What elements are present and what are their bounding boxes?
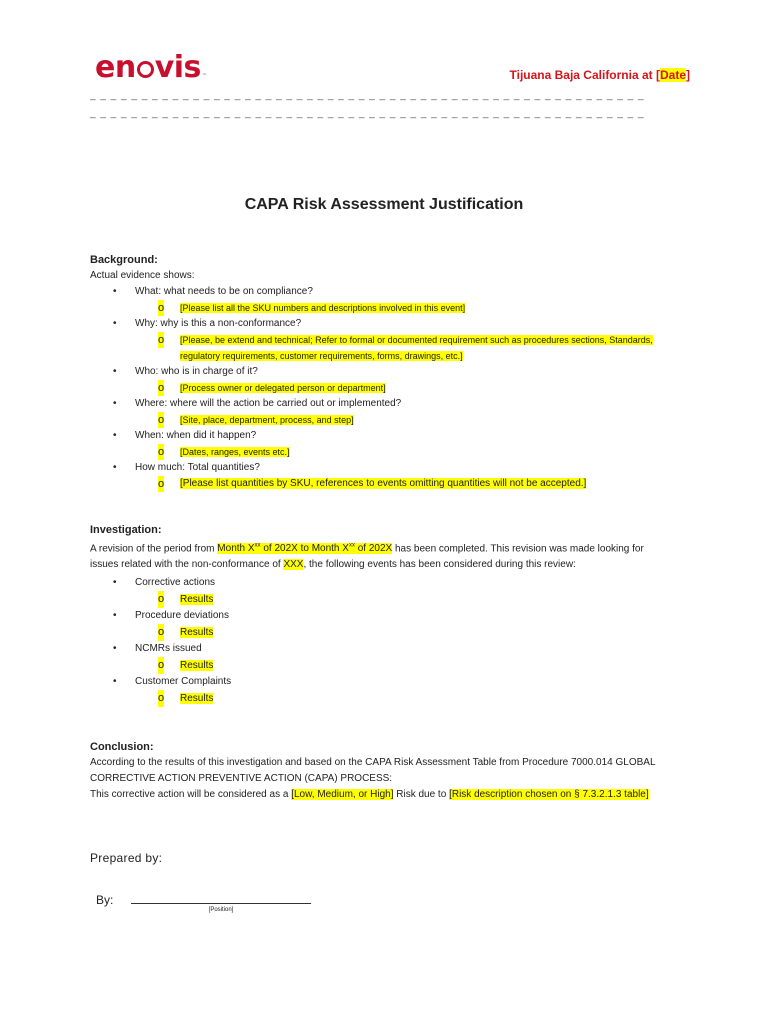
header-divider-1: _ _ _ _ _ _ _ _ _ _ _ _ _ _ _ _ _ _ _ _ _ _ _ _ _ _ _ _ _ _ _ _ _ _ _ _ _ _ _ _ _ _ _ _ _ _ _ _ _ _ _ _ _ _: [90, 90, 645, 101]
list-item-label: What: what needs to be on compliance?: [135, 286, 313, 297]
bullet-icon: •: [113, 430, 117, 441]
sub-list-item-continued: [90, 348, 680, 364]
list-item: [90, 364, 680, 380]
sub-list-item: [90, 300, 680, 316]
investigation-paragraph-line-2: [90, 557, 680, 573]
text-run: A revision of the period from: [90, 543, 218, 555]
header-location: Tijuana Baja California at [: [509, 68, 660, 82]
sub-list-item: [90, 444, 680, 460]
conclusion-line-3: [90, 787, 680, 803]
logo-trademark: ™: [201, 73, 207, 79]
superscript: xx: [254, 543, 261, 549]
logo-text-suffix: vis: [154, 50, 201, 85]
list-item: [90, 284, 680, 300]
bullet-icon: •: [113, 318, 117, 329]
list-item-label: How much: Total quantities?: [135, 462, 260, 473]
logo-o-ring-icon: [137, 61, 154, 78]
bullet-icon: •: [113, 643, 117, 655]
text-run: has been completed. This revision was made looking for: [392, 543, 644, 555]
header-divider-2: _ _ _ _ _ _ _ _ _ _ _ _ _ _ _ _ _ _ _ _ _ _ _ _ _ _ _ _ _ _ _ _ _ _ _ _ _ _ _ _ _ _ _ _ _ _ _ _ _ _ _ _ _ _: [90, 108, 645, 119]
enovis-logo: [95, 50, 206, 85]
sub-list-item: [90, 380, 680, 396]
sub-list-item: [90, 657, 680, 674]
sub-bullet-icon: o: [158, 591, 164, 608]
background-heading: Background:: [90, 254, 158, 266]
list-item: [90, 674, 680, 690]
conclusion-line-1: According to the results of this investigation and based on the CAPA Risk Assessment Table from Procedure 7000.014 GLOBAL: [90, 757, 656, 769]
placeholder-text: [Site, place, department, process, and step]: [180, 415, 354, 425]
text-run: of 202X to Month X: [260, 543, 349, 555]
superscript: xx: [348, 543, 355, 549]
bullet-icon: •: [113, 577, 117, 589]
signature-line: [131, 903, 311, 904]
list-item: [90, 641, 680, 657]
placeholder-text: regulatory requirements, customer requirements, forms, drawings, etc.]: [180, 351, 463, 361]
prepared-by-label: Prepared by:: [90, 851, 163, 865]
sub-bullet-icon: o: [158, 382, 165, 394]
placeholder-text: [Please list quantities by SKU, references to events omitting quantities will not be accepted.]: [180, 478, 587, 489]
list-item-label: Corrective actions: [135, 577, 216, 589]
results-placeholder: Results: [180, 627, 214, 639]
placeholder-text: [Please list all the SKU numbers and descriptions involved in this event]: [180, 303, 466, 313]
placeholder-text: [Process owner or delegated person or department]: [180, 383, 386, 393]
document-body: [90, 252, 680, 803]
bullet-icon: •: [113, 366, 117, 377]
period-placeholder: [217, 543, 392, 554]
sub-bullet-icon: o: [158, 414, 165, 426]
text-run: This corrective action will be considered as a: [90, 789, 292, 801]
results-placeholder: Results: [180, 693, 214, 705]
by-label: By:: [96, 893, 114, 907]
text-run: issues related with the non-conformance of: [90, 559, 284, 571]
sub-list-item: [90, 690, 680, 707]
sub-bullet-icon: o: [158, 690, 164, 707]
text-run: Risk due to: [393, 789, 450, 801]
list-item: [90, 428, 680, 444]
sub-bullet-icon: o: [158, 657, 164, 674]
sub-list-item: [90, 624, 680, 641]
bullet-icon: •: [113, 610, 117, 622]
list-item-label: Where: where will the action be carried out or implemented?: [135, 398, 402, 409]
risk-description-placeholder: [Risk description chosen on § 7.3.2.1.3 table]: [449, 789, 649, 801]
position-caption: [Position]: [208, 907, 234, 913]
list-item-label: Why: why is this a non-conformance?: [135, 318, 302, 329]
list-item: [90, 316, 680, 332]
bullet-icon: •: [113, 676, 117, 688]
list-item-label: Procedure deviations: [135, 610, 229, 622]
results-placeholder: Results: [180, 594, 214, 606]
list-item: [90, 460, 680, 476]
results-placeholder: Results: [180, 660, 214, 672]
list-item-label: When: when did it happen?: [135, 430, 257, 441]
sub-bullet-icon: o: [158, 446, 165, 458]
investigation-heading: Investigation:: [90, 524, 162, 536]
list-item-label: Who: who is in charge of it?: [135, 366, 258, 377]
placeholder-text: [Dates, ranges, events etc.]: [180, 447, 290, 457]
sub-list-item: [90, 332, 680, 348]
text-run: Month X: [217, 543, 255, 555]
list-item: [90, 575, 680, 591]
list-item: [90, 608, 680, 624]
conclusion-heading: Conclusion:: [90, 741, 154, 754]
text-run: , the following events has been considered during this review:: [303, 559, 576, 571]
background-intro: Actual evidence shows:: [90, 270, 195, 281]
nonconformance-placeholder: XXX: [283, 559, 304, 571]
logo-text-prefix: en: [95, 50, 136, 85]
header-bracket-close: ]: [686, 68, 690, 82]
list-item-label: NCMRs issued: [135, 643, 202, 655]
sub-list-item: [90, 412, 680, 428]
header-location-date: [510, 68, 691, 82]
header-date-placeholder: Date: [659, 68, 686, 82]
placeholder-text: [Please, be extend and technical; Refer to formal or documented requirement such as procedures sections, Standards,: [180, 335, 653, 345]
text-run: of 202X: [354, 543, 393, 555]
conclusion-line-2: CORRECTIVE ACTION PREVENTIVE ACTION (CAPA) PROCESS:: [90, 773, 393, 785]
sub-bullet-icon: o: [158, 478, 165, 490]
risk-level-placeholder: [Low, Medium, or High]: [291, 789, 394, 801]
bullet-icon: •: [113, 462, 117, 473]
investigation-paragraph-line-1: [90, 538, 680, 557]
list-item-label: Customer Complaints: [135, 676, 232, 688]
sub-list-item: [90, 591, 680, 608]
sub-bullet-icon: o: [158, 624, 164, 641]
sub-bullet-icon: o: [158, 334, 165, 346]
bullet-icon: •: [113, 398, 117, 409]
document-title: CAPA Risk Assessment Justification: [244, 196, 524, 213]
sub-bullet-icon: o: [158, 302, 165, 314]
bullet-icon: •: [113, 286, 117, 297]
sub-list-item: [90, 476, 680, 492]
list-item: [90, 396, 680, 412]
